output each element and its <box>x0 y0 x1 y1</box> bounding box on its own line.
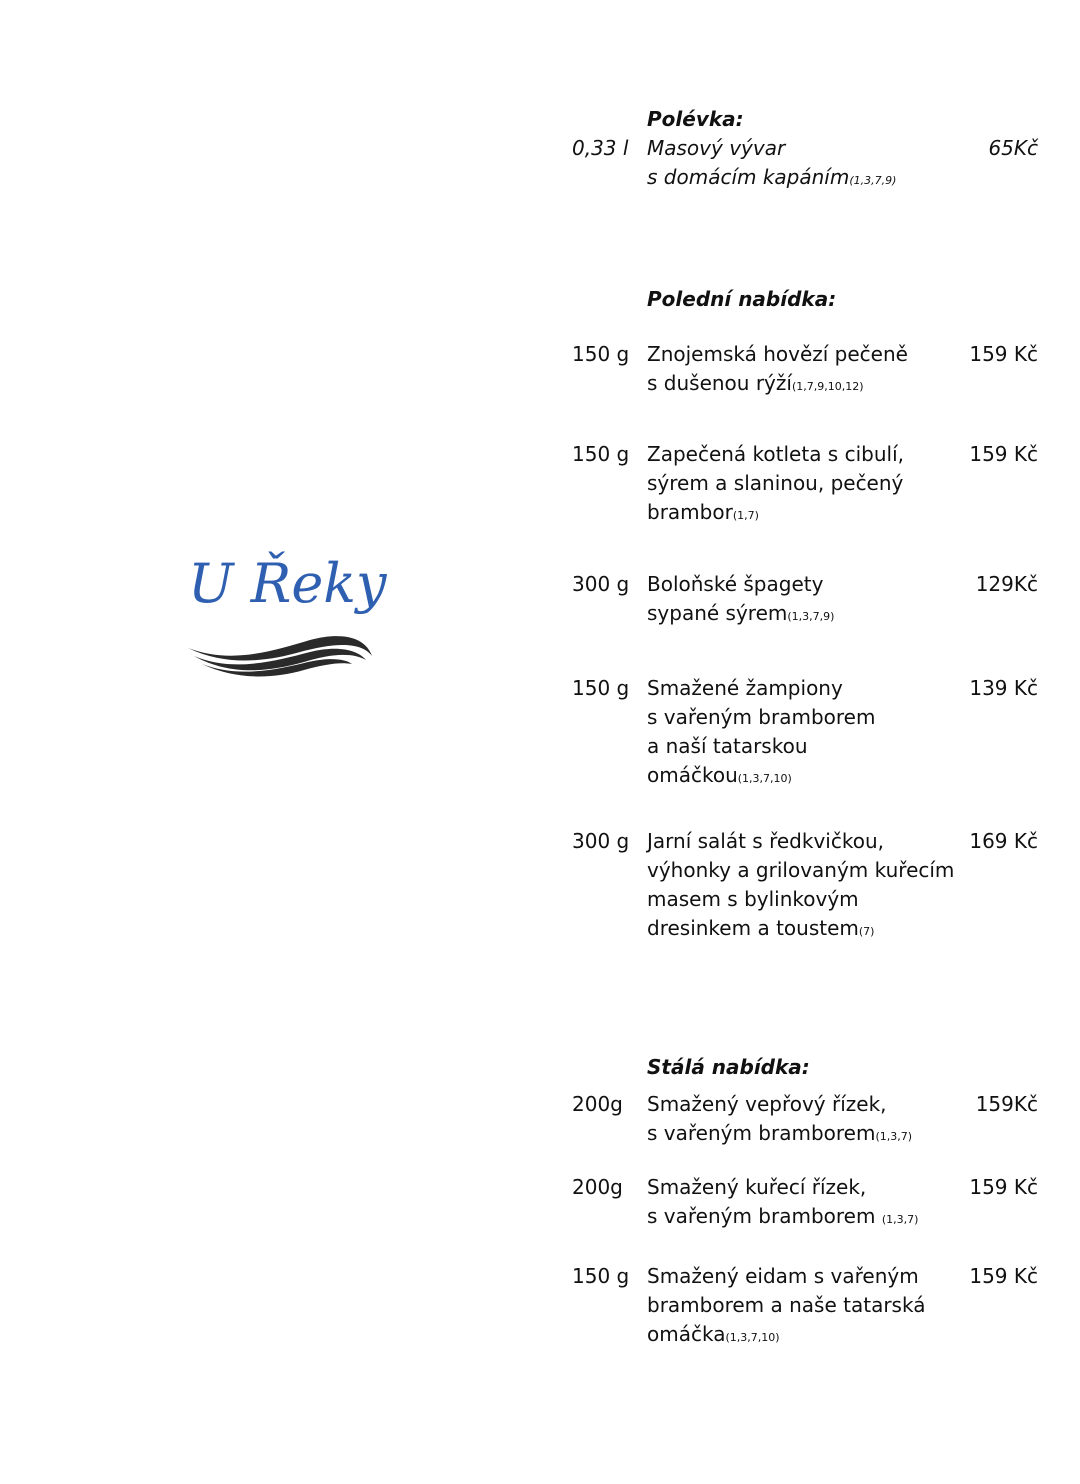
lunch-item-4-line-4-text: omáčkou <box>647 763 738 787</box>
lunch-item-1-line-2-text: s dušenou rýží <box>647 371 792 395</box>
lunch-item-5-qty: 300 g <box>572 829 630 853</box>
lunch-item-5-allergens: (7) <box>858 925 875 938</box>
standing-item-2-line-2-text: s vařeným bramborem <box>647 1204 882 1228</box>
lunch-item-5-line-1: Jarní salát s ředkvičkou, <box>647 829 884 853</box>
standing-heading: Stálá nabídka: <box>647 1055 810 1079</box>
lunch-item-1-price: 159 Kč <box>969 342 1038 366</box>
lunch-item-4-allergens: (1,3,7,10) <box>737 772 792 785</box>
standing-item-2-line-1: Smažený kuřecí řízek, <box>647 1175 867 1199</box>
lunch-item-5-line-3: masem s bylinkovým <box>647 887 859 911</box>
standing-item-3-line-3 <box>647 1320 780 1352</box>
lunch-item-2-qty: 150 g <box>572 442 630 466</box>
standing-item-1-line-2 <box>647 1119 912 1151</box>
standing-item-3-line-1: Smažený eidam s vařeným <box>647 1264 919 1288</box>
lunch-item-5-line-4-text: dresinkem a toustem <box>647 916 859 940</box>
lunch-item-1-line-2 <box>647 369 864 401</box>
lunch-item-5-price: 169 Kč <box>969 829 1038 853</box>
soup-line-2 <box>647 163 896 195</box>
lunch-item-5-line-4 <box>647 914 874 946</box>
lunch-item-1-line-1: Znojemská hovězí pečeně <box>647 342 908 366</box>
standing-item-1-price: 159Kč <box>975 1092 1038 1116</box>
lunch-item-4-line-1: Smažené žampiony <box>647 676 843 700</box>
logo-graphic <box>180 540 390 680</box>
soup-allergens: (1,3,7,9) <box>849 174 897 187</box>
logo-text: U Řeky <box>188 552 387 615</box>
lunch-item-3-allergens: (1,3,7,9) <box>787 610 835 623</box>
lunch-item-3-line-1: Boloňské špagety <box>647 572 824 596</box>
standing-item-1-allergens: (1,3,7) <box>875 1130 913 1143</box>
standing-item-2-price: 159 Kč <box>969 1175 1038 1199</box>
standing-item-1-line-2-text: s vařeným bramborem <box>647 1121 876 1145</box>
lunch-item-2-line-3 <box>647 498 759 530</box>
lunch-item-3-price: 129Kč <box>975 572 1038 596</box>
soup-line-2-text: s domácím kapáním <box>647 165 850 189</box>
lunch-item-3-line-2-text: sypané sýrem <box>647 601 788 625</box>
lunch-item-4-line-2: s vařeným bramborem <box>647 705 876 729</box>
standing-item-3-allergens: (1,3,7,10) <box>725 1331 780 1344</box>
standing-item-3-line-2: bramborem a naše tatarská <box>647 1293 926 1317</box>
standing-item-2-qty: 200g <box>572 1175 623 1199</box>
soup-qty: 0,33 l <box>572 136 629 160</box>
lunch-heading: Polední nabídka: <box>647 287 837 311</box>
standing-item-3-line-3-text: omáčka <box>647 1322 726 1346</box>
logo-wave-1 <box>188 636 372 660</box>
standing-item-1-line-1: Smažený vepřový řízek, <box>647 1092 887 1116</box>
lunch-item-3-qty: 300 g <box>572 572 630 596</box>
standing-item-2-allergens: (1,3,7) <box>881 1213 919 1226</box>
standing-item-1-qty: 200g <box>572 1092 623 1116</box>
lunch-item-1-allergens: (1,7,9,10,12) <box>791 380 864 393</box>
lunch-item-3-line-2 <box>647 599 834 631</box>
lunch-item-1-qty: 150 g <box>572 342 630 366</box>
lunch-item-2-line-1: Zapečená kotleta s cibulí, <box>647 442 904 466</box>
lunch-item-2-line-3-text: brambor <box>647 500 733 524</box>
lunch-item-4-qty: 150 g <box>572 676 630 700</box>
soup-price: 65Kč <box>988 136 1038 160</box>
lunch-item-4-line-4 <box>647 761 792 793</box>
lunch-item-2-price: 159 Kč <box>969 442 1038 466</box>
lunch-item-4-line-3: a naší tatarskou <box>647 734 808 758</box>
lunch-item-4-price: 139 Kč <box>969 676 1038 700</box>
restaurant-logo <box>180 540 390 680</box>
lunch-item-2-allergens: (1,7) <box>732 509 759 522</box>
standing-item-3-price: 159 Kč <box>969 1264 1038 1288</box>
soup-heading: Polévka: <box>647 107 744 131</box>
lunch-item-5-line-2: výhonky a grilovaným kuřecím <box>647 858 955 882</box>
lunch-item-2-line-2: sýrem a slaninou, pečený <box>647 471 904 495</box>
standing-item-3-qty: 150 g <box>572 1264 630 1288</box>
standing-item-2-line-2 <box>647 1202 918 1234</box>
soup-line-1: Masový vývar <box>647 136 786 160</box>
